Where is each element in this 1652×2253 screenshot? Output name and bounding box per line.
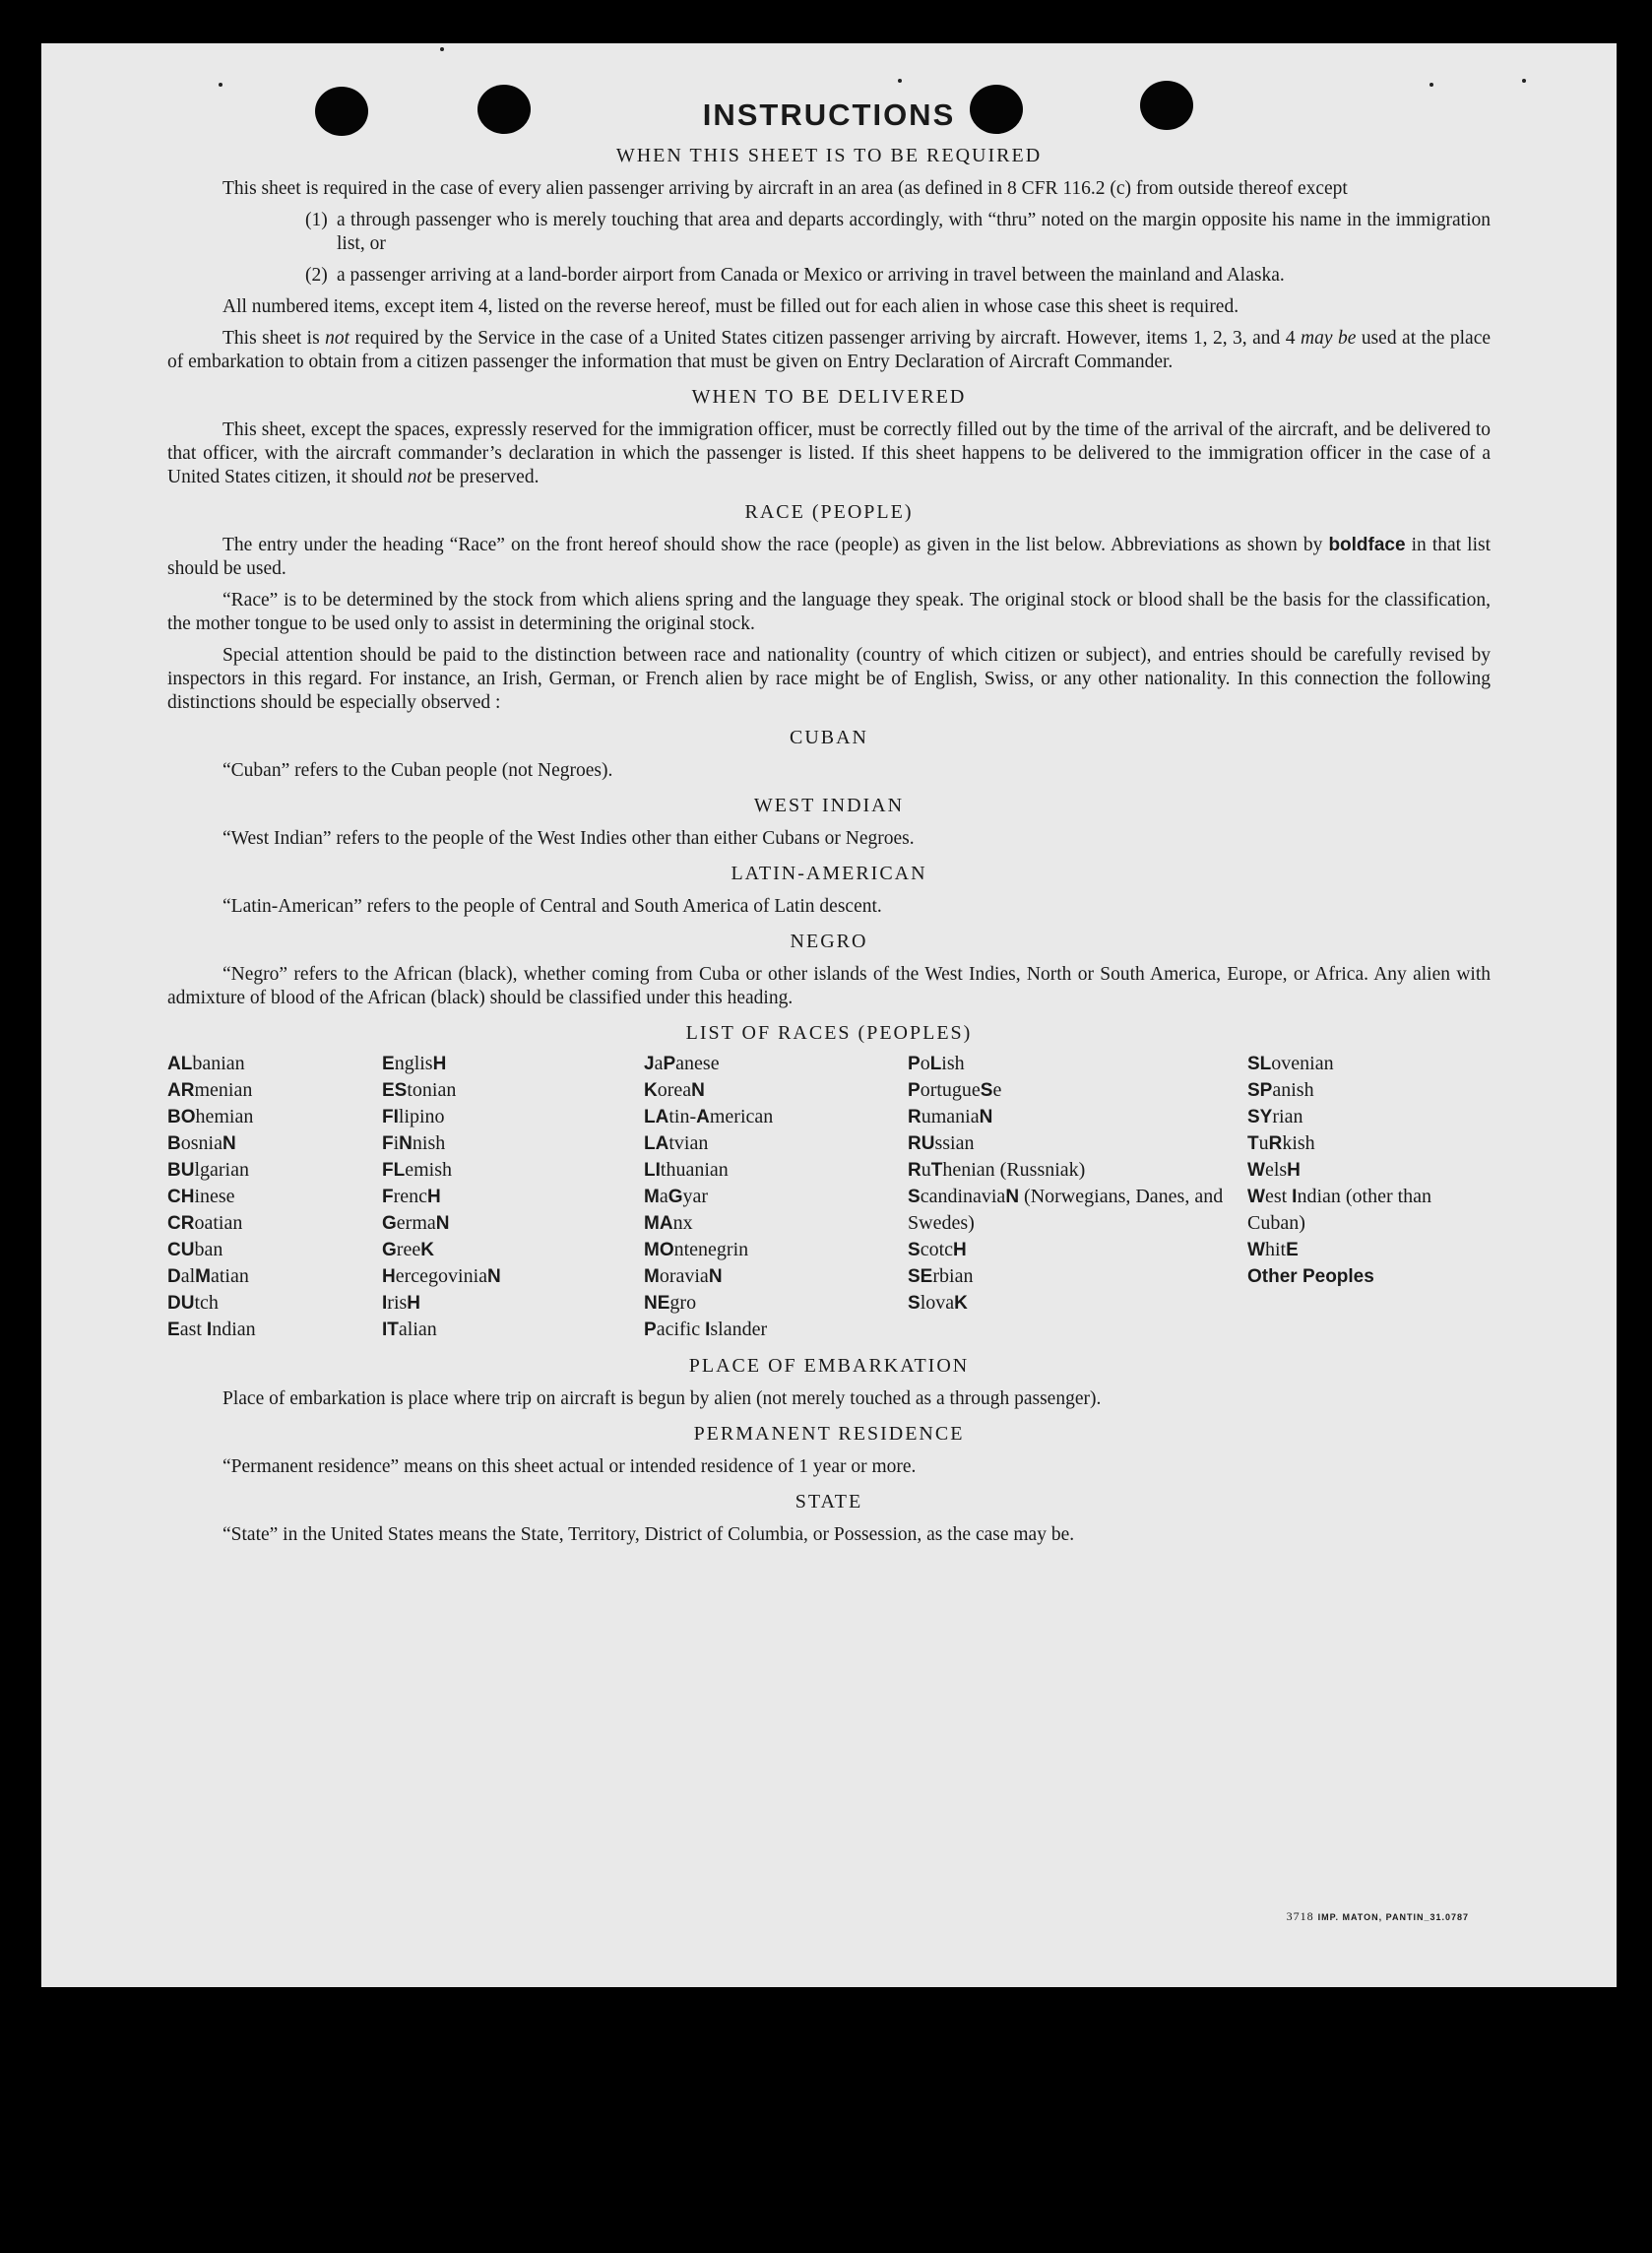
paragraph-west-indian: “West Indian” refers to the people of the West Indies other than either Cubans or Negroes. — [222, 828, 915, 849]
race-entry: MAnx — [644, 1212, 693, 1234]
punch-hole — [970, 85, 1023, 134]
paragraph-embarkation: Place of embarkation is place where trip on aircraft is begun by alien (not merely touched as a through passenger). — [222, 1388, 1102, 1409]
race-entry: LIthuanian — [644, 1159, 729, 1181]
race-entry: GreeK — [382, 1239, 434, 1260]
punch-hole — [1140, 81, 1193, 130]
race-entry: West Indian (other than Cuban) — [1247, 1186, 1432, 1234]
race-entry: CUban — [167, 1239, 223, 1260]
heading-latin-american: LATIN-AMERICAN — [731, 863, 927, 884]
race-entry: EnglisH — [382, 1053, 447, 1074]
race-entry: KoreaN — [644, 1079, 705, 1101]
race-entry: SYrian — [1247, 1106, 1303, 1127]
race-entry: WhitE — [1247, 1239, 1299, 1260]
race-entry: ITalian — [382, 1319, 437, 1340]
punch-hole — [477, 85, 531, 134]
race-entry: SLovenian — [1247, 1053, 1334, 1074]
race-entry: CHinese — [167, 1186, 235, 1207]
heading-embarkation: PLACE OF EMBARKATION — [688, 1355, 970, 1377]
race-entry: HercegoviniaN — [382, 1265, 501, 1287]
race-entry: MoraviaN — [644, 1265, 723, 1287]
race-entry: SlovaK — [908, 1292, 968, 1314]
instruction-sheet — [41, 43, 1617, 1987]
speck — [1430, 83, 1433, 87]
race-entry: RuThenian (Russniak) — [908, 1159, 1086, 1181]
form-number: 3718 — [1286, 1909, 1314, 1923]
speck — [898, 79, 902, 83]
race-entry: Pacific Islander — [644, 1319, 768, 1340]
race-entry: ScandinaviaN (Norwegians, Danes, and Swedes) — [908, 1186, 1224, 1234]
race-column — [644, 1051, 908, 1343]
paragraph-race-definition: “Race” is to be determined by the stock from which aliens spring and the language they speak. The original stock or blood shall be the basis for the classification, the mother tongue to be used only to assist in determining the original stock. — [167, 590, 1491, 634]
paragraph-latin-american: “Latin-American” refers to the people of Central and South America of Latin descent. — [222, 896, 882, 917]
race-entry: DalMatian — [167, 1265, 249, 1287]
race-entry: TuRkish — [1247, 1132, 1315, 1154]
exception-item — [167, 264, 1491, 288]
race-column — [167, 1051, 382, 1343]
race-entry: DUtch — [167, 1292, 219, 1314]
race-column — [1247, 1051, 1489, 1343]
race-column — [908, 1051, 1247, 1343]
race-column — [382, 1051, 644, 1343]
race-list — [167, 1051, 1491, 1343]
race-entry: FiNnish — [382, 1132, 446, 1154]
paragraph-state: “State” in the United States means the State, Territory, District of Columbia, or Possession, as the case may be. — [222, 1524, 1075, 1545]
heading-when-required: WHEN THIS SHEET IS TO BE REQUIRED — [615, 145, 1043, 166]
heading-negro: NEGRO — [790, 931, 868, 952]
item-text: a passenger arriving at a land-border airport from Canada or Mexico or arriving in travel between the mainland and Alaska. — [337, 265, 1285, 286]
paragraph-permanent-residence: “Permanent residence” means on this sheet actual or intended residence of 1 year or more. — [222, 1456, 917, 1477]
race-entry: EStonian — [382, 1079, 457, 1101]
race-entry: BosniaN — [167, 1132, 236, 1154]
race-entry: ARmenian — [167, 1079, 253, 1101]
race-entry: GermaN — [382, 1212, 450, 1234]
speck — [440, 47, 444, 51]
heading-west-indian: WEST INDIAN — [753, 795, 905, 816]
exception-item — [167, 209, 1491, 256]
race-entry: MOntenegrin — [644, 1239, 749, 1260]
race-entry: CRoatian — [167, 1212, 243, 1234]
race-entry: BUlgarian — [167, 1159, 249, 1181]
heading-when-delivered: WHEN TO BE DELIVERED — [691, 386, 967, 408]
race-entry: SPanish — [1247, 1079, 1314, 1101]
race-entry: ScotcH — [908, 1239, 967, 1260]
paragraph-required-intro: This sheet is required in the case of every alien passenger arriving by aircraft in an area (as defined in 8 CFR 116.2 (c) from outside thereof except — [222, 178, 1348, 199]
form-footer — [1287, 1909, 1469, 1924]
heading-cuban: CUBAN — [789, 727, 868, 748]
race-entry: WelsH — [1247, 1159, 1301, 1181]
heading-race: RACE (PEOPLE) — [744, 501, 914, 523]
paragraph-citizen: This sheet is not required by the Service in the case of a United States citizen passenger arriving by aircraft. However, items 1, 2, 3, and 4 may be used at the place of embarkation to obtain from a citizen passenger the information that must be given on Entry Declaration of Aircraft Commander. — [167, 328, 1492, 372]
heading-state: STATE — [794, 1491, 863, 1513]
heading-list-of-races: LIST OF RACES (PEOPLES) — [685, 1022, 973, 1044]
race-entry: LAtin-American — [644, 1106, 774, 1127]
paragraph-race-entry: The entry under the heading “Race” on the front hereof should show the race (people) as given in the list below. Abbreviations as shown by boldface in that list should be used. — [167, 535, 1492, 579]
paragraph-delivery: This sheet, except the spaces, expressly reserved for the immigration officer, must be correctly filled out by the time of the arrival of the aircraft, and be delivered to that officer, with the aircraft commander’s declaration in which the passenger is listed. If this sheet happens to be delivered to the immigration officer in the case of a United States citizen, it should not be preserved. — [167, 419, 1491, 487]
race-entry: LAtvian — [644, 1132, 709, 1154]
race-entry: JaPanese — [644, 1053, 720, 1074]
paragraph-cuban: “Cuban” refers to the Cuban people (not Negroes). — [222, 760, 613, 781]
page-title: INSTRUCTIONS — [702, 97, 956, 132]
item-number: (2) — [305, 265, 328, 286]
race-entry: FIlipino — [382, 1106, 445, 1127]
speck — [219, 83, 222, 87]
paragraph-numbered-items: All numbered items, except item 4, listed on the reverse hereof, must be filled out for each alien in whose case this sheet is required. — [222, 296, 1239, 317]
race-entry: PoLish — [908, 1053, 965, 1074]
race-entry: SErbian — [908, 1265, 974, 1287]
race-entry: PortugueSe — [908, 1079, 1002, 1101]
paragraph-negro: “Negro” refers to the African (black), whether coming from Cuba or other islands of the West Indies, North or South America, Europe, or Africa. Any alien with admixture of blood of the African (black) should be classified under this heading. — [167, 964, 1491, 1008]
printer-imprint: IMP. MATON, PANTIN_31.0787 — [1317, 1912, 1469, 1922]
race-entry: MaGyar — [644, 1186, 709, 1207]
race-entry: ALbanian — [167, 1053, 245, 1074]
race-entry: Other Peoples — [1247, 1266, 1374, 1287]
speck — [1522, 79, 1526, 83]
race-entry: NEgro — [644, 1292, 697, 1314]
punch-hole — [315, 87, 368, 136]
item-text: a through passenger who is merely touching that area and departs accordingly, with “thru” noted on the margin opposite his name in the immigration list, or — [337, 210, 1491, 254]
race-entry: RUssian — [908, 1132, 975, 1154]
race-entry: IrisH — [382, 1292, 421, 1314]
race-entry: FrencH — [382, 1186, 441, 1207]
race-entry: RumaniaN — [908, 1106, 993, 1127]
heading-permanent-residence: PERMANENT RESIDENCE — [693, 1423, 965, 1445]
paragraph-race-nationality: Special attention should be paid to the distinction between race and nationality (country of which citizen or subject), and entries should be carefully revised by inspectors in this regard. For instance, an Irish, German, or French alien by race might be of English, Swiss, or any other nationality. In this connection the following distinctions should be especially observed : — [167, 645, 1491, 713]
race-entry: BOhemian — [167, 1106, 254, 1127]
race-entry: East Indian — [167, 1319, 256, 1340]
item-number: (1) — [305, 210, 328, 230]
race-entry: FLemish — [382, 1159, 452, 1181]
